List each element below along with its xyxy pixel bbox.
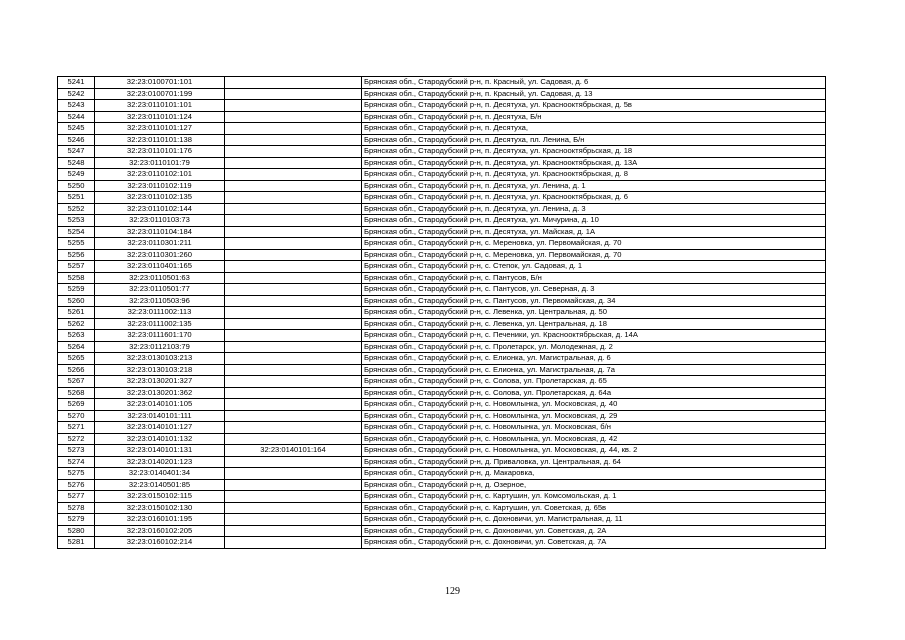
row-number-cell: 5249 [58,169,95,181]
table-row [58,157,826,169]
cadastral-number-cell: 32:23:0100701:101 [95,77,225,89]
cadastral-number-cell: 32:23:0140401:34 [95,468,225,480]
cadastral-number-cell: 32:23:0110501:63 [95,272,225,284]
table-row [58,77,826,89]
row-number-cell: 5244 [58,111,95,123]
related-cadastral-number-cell [225,468,362,480]
row-number-cell: 5271 [58,422,95,434]
cadastral-number-cell: 32:23:0110401:165 [95,261,225,273]
related-cadastral-number-cell [225,123,362,135]
address-cell: Брянская обл., Стародубский р-н, с. Пантусов, Б/н [362,272,826,284]
row-number-cell: 5259 [58,284,95,296]
related-cadastral-number-cell [225,146,362,158]
table-row [58,238,826,250]
cadastral-number-cell: 32:23:0110301:260 [95,249,225,261]
related-cadastral-number-cell [225,307,362,319]
related-cadastral-number-cell [225,192,362,204]
address-cell: Брянская обл., Стародубский р-н, с. Левенка, ул. Центральная, д. 18 [362,318,826,330]
row-number-cell: 5258 [58,272,95,284]
address-cell: Брянская обл., Стародубский р-н, с. Дохновичи, ул. Советская, д. 7А [362,537,826,549]
row-number-cell: 5251 [58,192,95,204]
cadastral-number-cell: 32:23:0110102:144 [95,203,225,215]
related-cadastral-number-cell [225,226,362,238]
row-number-cell: 5275 [58,468,95,480]
table-row [58,249,826,261]
row-number-cell: 5255 [58,238,95,250]
cadastral-number-cell: 32:23:0150102:130 [95,502,225,514]
address-cell: Брянская обл., Стародубский р-н, п. Десятуха, ул. Краснооктябрьская, д. 13А [362,157,826,169]
row-number-cell: 5257 [58,261,95,273]
row-number-cell: 5280 [58,525,95,537]
cadastral-number-cell: 32:23:0130201:362 [95,387,225,399]
address-cell: Брянская обл., Стародубский р-н, с. Пантусов, ул. Первомайская, д. 34 [362,295,826,307]
address-cell: Брянская обл., Стародубский р-н, п. Десятуха, Б/н [362,111,826,123]
related-cadastral-number-cell [225,502,362,514]
table-row [58,192,826,204]
row-number-cell: 5277 [58,491,95,503]
related-cadastral-number-cell [225,215,362,227]
row-number-cell: 5281 [58,537,95,549]
row-number-cell: 5247 [58,146,95,158]
table-row [58,341,826,353]
row-number-cell: 5265 [58,353,95,365]
related-cadastral-number-cell [225,456,362,468]
table-row [58,295,826,307]
address-cell: Брянская обл., Стародубский р-н, с. Левенка, ул. Центральная, д. 50 [362,307,826,319]
related-cadastral-number-cell [225,353,362,365]
address-cell: Брянская обл., Стародубский р-н, п. Десятуха, ул. Краснооктябрьская, д. 5в [362,100,826,112]
related-cadastral-number-cell [225,157,362,169]
address-cell: Брянская обл., Стародубский р-н, п. Десятуха, ул. Ленина, д. 1 [362,180,826,192]
table-row [58,307,826,319]
table-row [58,376,826,388]
related-cadastral-number-cell [225,272,362,284]
cadastral-number-cell: 32:23:0110102:119 [95,180,225,192]
cadastral-number-cell: 32:23:0130103:218 [95,364,225,376]
address-cell: Брянская обл., Стародубский р-н, д. Приваловка, ул. Центральная, д. 64 [362,456,826,468]
address-cell: Брянская обл., Стародубский р-н, с. Новомлынка, ул. Московская, д. 44, кв. 2 [362,445,826,457]
related-cadastral-number-cell [225,387,362,399]
address-cell: Брянская обл., Стародубский р-н, с. Картушин, ул. Советская, д. 65в [362,502,826,514]
table-row [58,146,826,158]
table-row [58,422,826,434]
cadastral-number-cell: 32:23:0110102:135 [95,192,225,204]
table-row [58,226,826,238]
address-cell: Брянская обл., Стародубский р-н, с. Пантусов, ул. Северная, д. 3 [362,284,826,296]
related-cadastral-number-cell [225,318,362,330]
table-row [58,203,826,215]
cadastral-number-cell: 32:23:0110101:138 [95,134,225,146]
cadastral-number-cell: 32:23:0140101:131 [95,445,225,457]
row-number-cell: 5270 [58,410,95,422]
table-row [58,364,826,376]
related-cadastral-number-cell [225,525,362,537]
cadastral-number-cell: 32:23:0110101:124 [95,111,225,123]
address-cell: Брянская обл., Стародубский р-н, п. Десятуха, ул. Краснооктябрьская, д. 18 [362,146,826,158]
cadastral-number-cell: 32:23:0110103:73 [95,215,225,227]
address-cell: Брянская обл., Стародубский р-н, с. Новомлынка, ул. Московская, д. 40 [362,399,826,411]
related-cadastral-number-cell [225,88,362,100]
table-row [58,180,826,192]
table-row [58,134,826,146]
row-number-cell: 5254 [58,226,95,238]
row-number-cell: 5261 [58,307,95,319]
table-row [58,468,826,480]
table-row [58,537,826,549]
table-row [58,353,826,365]
related-cadastral-number-cell [225,433,362,445]
related-cadastral-number-cell [225,295,362,307]
table-row [58,433,826,445]
page-number: 129 [445,586,460,597]
related-cadastral-number-cell [225,330,362,342]
row-number-cell: 5243 [58,100,95,112]
cadastral-number-cell: 32:23:0110301:211 [95,238,225,250]
cadastral-number-cell: 32:23:0140101:127 [95,422,225,434]
table-row [58,284,826,296]
row-number-cell: 5267 [58,376,95,388]
row-number-cell: 5264 [58,341,95,353]
row-number-cell: 5274 [58,456,95,468]
cadastral-number-cell: 32:23:0110501:77 [95,284,225,296]
table-row [58,456,826,468]
cadastral-number-cell: 32:23:0110101:79 [95,157,225,169]
address-cell: Брянская обл., Стародубский р-н, п. Десятуха, ул. Краснооктябрьская, д. 8 [362,169,826,181]
row-number-cell: 5260 [58,295,95,307]
property-table [57,76,826,549]
cadastral-number-cell: 32:23:0140101:111 [95,410,225,422]
property-table-body [58,77,826,549]
address-cell: Брянская обл., Стародубский р-н, с. Мереновка, ул. Первомайская, д. 70 [362,249,826,261]
related-cadastral-number-cell [225,422,362,434]
table-row [58,502,826,514]
related-cadastral-number-cell [225,364,362,376]
table-row [58,514,826,526]
cadastral-number-cell: 32:23:0160102:214 [95,537,225,549]
address-cell: Брянская обл., Стародубский р-н, с. Солова, ул. Пролетарская, д. 64а [362,387,826,399]
table-row [58,88,826,100]
address-cell: Брянская обл., Стародубский р-н, с. Елионка, ул. Магистральная, д. 6 [362,353,826,365]
address-cell: Брянская обл., Стародубский р-н, с. Пролетарск, ул. Молодежная, д. 2 [362,341,826,353]
address-cell: Брянская обл., Стародубский р-н, с. Мереновка, ул. Первомайская, д. 70 [362,238,826,250]
address-cell: Брянская обл., Стародубский р-н, д. Озерное, [362,479,826,491]
row-number-cell: 5253 [58,215,95,227]
row-number-cell: 5245 [58,123,95,135]
table-row [58,445,826,457]
table-row [58,123,826,135]
related-cadastral-number-cell [225,284,362,296]
address-cell: Брянская обл., Стародубский р-н, с. Степок, ул. Садовая, д. 1 [362,261,826,273]
row-number-cell: 5276 [58,479,95,491]
cadastral-number-cell: 32:23:0140501:85 [95,479,225,491]
cadastral-number-cell: 32:23:0111601:170 [95,330,225,342]
cadastral-number-cell: 32:23:0110101:176 [95,146,225,158]
related-cadastral-number-cell [225,77,362,89]
cadastral-number-cell: 32:23:0110101:101 [95,100,225,112]
table-row [58,169,826,181]
related-cadastral-number-cell: 32:23:0140101:164 [225,445,362,457]
table-row [58,318,826,330]
address-cell: Брянская обл., Стародубский р-н, п. Десятуха, пл. Ленина, Б/н [362,134,826,146]
row-number-cell: 5269 [58,399,95,411]
cadastral-number-cell: 32:23:0140201:123 [95,456,225,468]
cadastral-number-cell: 32:23:0110503:96 [95,295,225,307]
cadastral-number-cell: 32:23:0110101:127 [95,123,225,135]
cadastral-number-cell: 32:23:0100701:199 [95,88,225,100]
cadastral-number-cell: 32:23:0111002:135 [95,318,225,330]
table-row [58,399,826,411]
row-number-cell: 5266 [58,364,95,376]
table-row [58,410,826,422]
address-cell: Брянская обл., Стародубский р-н, с. Дохновичи, ул. Советская, д. 2А [362,525,826,537]
cadastral-number-cell: 32:23:0110104:184 [95,226,225,238]
cadastral-number-cell: 32:23:0160102:205 [95,525,225,537]
table-row [58,491,826,503]
address-cell: Брянская обл., Стародубский р-н, п. Десятуха, ул. Мичурина, д. 10 [362,215,826,227]
address-cell: Брянская обл., Стародубский р-н, п. Красный, ул. Садовая, д. 13 [362,88,826,100]
row-number-cell: 5273 [58,445,95,457]
address-cell: Брянская обл., Стародубский р-н, с. Картушин, ул. Комсомольская, д. 1 [362,491,826,503]
cadastral-number-cell: 32:23:0160101:195 [95,514,225,526]
related-cadastral-number-cell [225,491,362,503]
row-number-cell: 5268 [58,387,95,399]
address-cell: Брянская обл., Стародубский р-н, с. Новомлынка, ул. Московская, д. 29 [362,410,826,422]
table-row [58,100,826,112]
cadastral-number-cell: 32:23:0140101:105 [95,399,225,411]
related-cadastral-number-cell [225,376,362,388]
related-cadastral-number-cell [225,399,362,411]
table-row [58,387,826,399]
row-number-cell: 5272 [58,433,95,445]
address-cell: Брянская обл., Стародубский р-н, д. Макаровка, [362,468,826,480]
row-number-cell: 5252 [58,203,95,215]
cadastral-number-cell: 32:23:0110102:101 [95,169,225,181]
cadastral-number-cell: 32:23:0112103:79 [95,341,225,353]
related-cadastral-number-cell [225,134,362,146]
related-cadastral-number-cell [225,479,362,491]
related-cadastral-number-cell [225,341,362,353]
row-number-cell: 5256 [58,249,95,261]
table-row [58,479,826,491]
address-cell: Брянская обл., Стародубский р-н, п. Красный, ул. Садовая, д. 6 [362,77,826,89]
table-row [58,261,826,273]
row-number-cell: 5248 [58,157,95,169]
row-number-cell: 5246 [58,134,95,146]
related-cadastral-number-cell [225,100,362,112]
related-cadastral-number-cell [225,180,362,192]
address-cell: Брянская обл., Стародубский р-н, п. Десятуха, ул. Ленина, д. 3 [362,203,826,215]
cadastral-number-cell: 32:23:0130103:213 [95,353,225,365]
related-cadastral-number-cell [225,203,362,215]
related-cadastral-number-cell [225,514,362,526]
address-cell: Брянская обл., Стародубский р-н, п. Десятуха, ул. Майская, д. 1А [362,226,826,238]
related-cadastral-number-cell [225,537,362,549]
address-cell: Брянская обл., Стародубский р-н, с. Новомлынка, ул. Московская, б/н [362,422,826,434]
address-cell: Брянская обл., Стародубский р-н, с. Солова, ул. Пролетарская, д. 65 [362,376,826,388]
cadastral-number-cell: 32:23:0111002:113 [95,307,225,319]
table-row [58,111,826,123]
table-row [58,272,826,284]
table-row [58,215,826,227]
address-cell: Брянская обл., Стародубский р-н, п. Десятуха, [362,123,826,135]
cadastral-number-cell: 32:23:0130201:327 [95,376,225,388]
related-cadastral-number-cell [225,261,362,273]
related-cadastral-number-cell [225,169,362,181]
row-number-cell: 5242 [58,88,95,100]
row-number-cell: 5279 [58,514,95,526]
table-row [58,330,826,342]
row-number-cell: 5262 [58,318,95,330]
cadastral-number-cell: 32:23:0150102:115 [95,491,225,503]
address-cell: Брянская обл., Стародубский р-н, п. Десятуха, ул. Краснооктябрьская, д. 6 [362,192,826,204]
related-cadastral-number-cell [225,410,362,422]
address-cell: Брянская обл., Стародубский р-н, с. Елионка, ул. Магистральная, д. 7а [362,364,826,376]
row-number-cell: 5241 [58,77,95,89]
address-cell: Брянская обл., Стародубский р-н, с. Новомлынка, ул. Московская, д. 42 [362,433,826,445]
related-cadastral-number-cell [225,111,362,123]
row-number-cell: 5250 [58,180,95,192]
address-cell: Брянская обл., Стародубский р-н, с. Дохновичи, ул. Магистральная, д. 11 [362,514,826,526]
related-cadastral-number-cell [225,238,362,250]
table-row [58,525,826,537]
related-cadastral-number-cell [225,249,362,261]
address-cell: Брянская обл., Стародубский р-н, с. Печеники, ул. Краснооктябрьская, д. 14А [362,330,826,342]
cadastral-number-cell: 32:23:0140101:132 [95,433,225,445]
row-number-cell: 5263 [58,330,95,342]
row-number-cell: 5278 [58,502,95,514]
